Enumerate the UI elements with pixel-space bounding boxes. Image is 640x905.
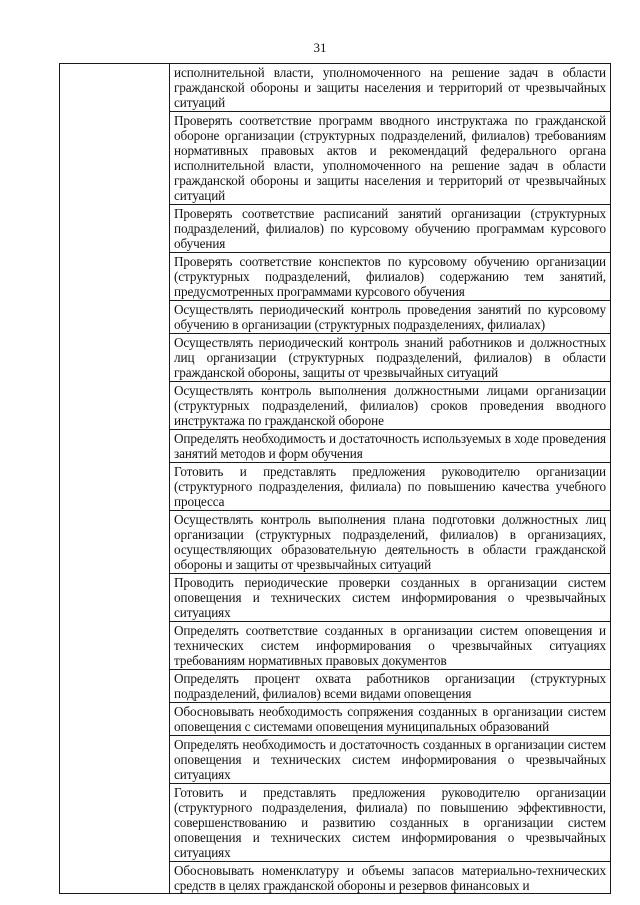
empty-left-column-cell: [60, 64, 170, 894]
table-cell: [170, 382, 611, 430]
table-cell: [170, 784, 611, 862]
cell-text: Определять необходимость и достаточность созданных в организации систем оповещения и технических систем информирования о чрезвычайных ситуациях: [174, 737, 606, 782]
page-number: 31: [313, 40, 327, 55]
table-cell: [170, 574, 611, 622]
cell-text: Осуществлять контроль выполнения плана подготовки должностных лиц организации (структурных подразделений, филиалов) в организациях, осуществляющих образовательную деятельность в области гражданской обороны и защиты от чрезвычайных ситуаций: [174, 512, 606, 572]
cell-text: Готовить и представлять предложения руководителю организации (структурного подразделения, филиала) по повышению качества учебного процесса: [174, 464, 606, 509]
table-cell: [170, 736, 611, 784]
cell-text: Проверять соответствие конспектов по курсовому обучению организации (структурных подразделений, филиалов) содержанию тем занятий, предусмотренных программами курсового обучения: [174, 254, 606, 299]
cell-text: исполнительной власти, уполномоченного на решение задач в области гражданской обороны и защиты населения и территорий от чрезвычайных ситуаций: [174, 65, 606, 110]
table-cell: [170, 301, 611, 334]
cell-text: Определять процент охвата работников организации (структурных подразделений, филиалов) всеми видами оповещения: [174, 671, 606, 701]
requirements-table: [59, 63, 611, 894]
table-cell: [170, 112, 611, 205]
cell-text: Осуществлять периодический контроль проведения занятий по курсовому обучению в организации (структурных подразделениях, филиалах): [174, 302, 606, 332]
cell-text: Обосновывать необходимость сопряжения созданных в организации систем оповещения с системами оповещения муниципальных образований: [174, 704, 606, 734]
cell-text: Проводить периодические проверки созданных в организации систем оповещения и технических систем информирования о чрезвычайных ситуациях: [174, 575, 606, 620]
table-cell: [170, 670, 611, 703]
table-cell: [170, 862, 611, 894]
cell-text: Осуществлять периодический контроль знаний работников и должностных лиц организации (структурных подразделений, филиалов) в области гражданской обороны, защиты от чрезвычайных ситуаций: [174, 335, 606, 380]
table-cell: [170, 463, 611, 511]
table-cell: [170, 253, 611, 301]
cell-text: Готовить и представлять предложения руководителю организации (структурного подразделения, филиала) по повышению эффективности, совершенствованию и развитию созданных в организации систем оповещения и технических систем информирования о чрезвычайных ситуациях: [174, 785, 606, 860]
table-cell: [170, 622, 611, 670]
cell-text: Проверять соответствие расписаний занятий организации (структурных подразделений, филиалов) по курсовому обучению программам курсового обучения: [174, 206, 606, 251]
table-cell: [170, 511, 611, 574]
cell-text: Проверять соответствие программ вводного инструктажа по гражданской обороне организации (структурных подразделений, филиалов) требованиям нормативных правовых актов и рекомендаций федерального органа исполнительной власти, уполномоченного на решение задач в области гражданской обороны и защиты населения и территорий от чрезвычайных ситуаций: [174, 113, 606, 203]
table-row: [60, 64, 611, 112]
table-cell: [170, 64, 611, 112]
cell-text: Осуществлять контроль выполнения должностными лицами организации (структурных подразделений, филиалов) сроков проведения вводного инструктажа по гражданской обороне: [174, 383, 606, 428]
table-cell: [170, 703, 611, 736]
table-cell: [170, 334, 611, 382]
table-cell: [170, 430, 611, 463]
table-body: [60, 64, 611, 894]
table-cell: [170, 205, 611, 253]
cell-text: Обосновывать номенклатуру и объемы запасов материально-технических средств в целях гражданской обороны и резервов финансовых и: [174, 863, 606, 893]
cell-text: Определять необходимость и достаточность используемых в ходе проведения занятий методов и форм обучения: [174, 431, 606, 461]
cell-text: Определять соответствие созданных в организации систем оповещения и технических систем информирования о чрезвычайных ситуациях требованиям нормативных правовых документов: [174, 623, 606, 668]
